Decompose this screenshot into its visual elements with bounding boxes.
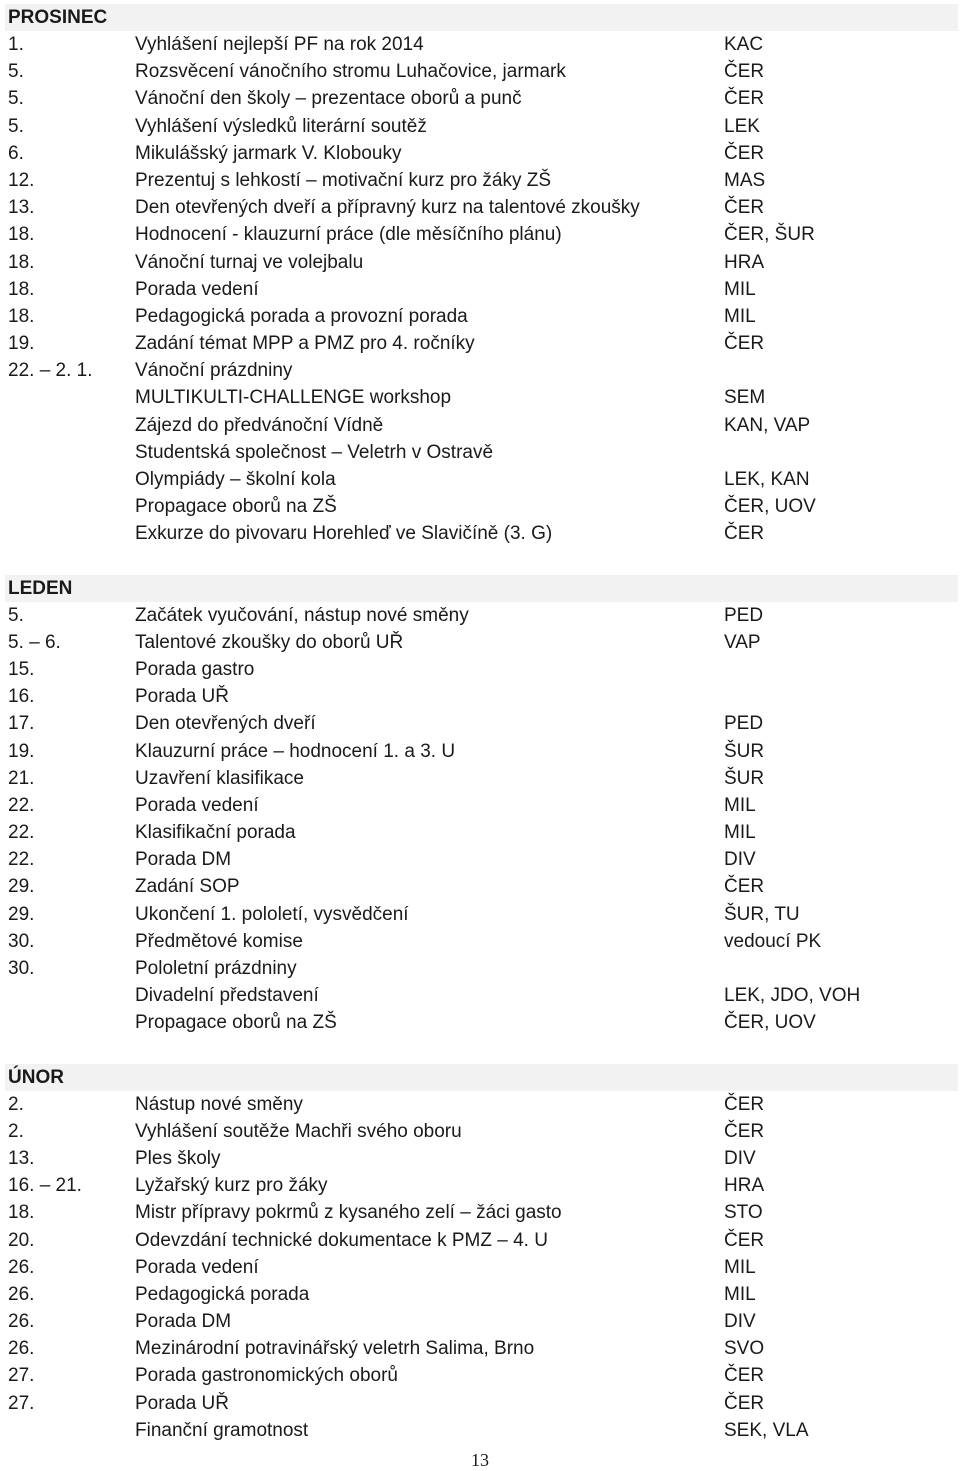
event-row bbox=[5, 928, 958, 955]
event-responsible: ČER, UOV bbox=[724, 1012, 816, 1034]
event-date: 16. – 21. bbox=[8, 1175, 82, 1197]
event-row bbox=[5, 792, 958, 819]
event-responsible: SVO bbox=[724, 1338, 765, 1360]
event-row bbox=[5, 58, 958, 85]
event-responsible: ŠUR bbox=[724, 767, 765, 789]
event-name: Vánoční turnaj ve volejbalu bbox=[135, 251, 364, 273]
event-row bbox=[5, 276, 958, 303]
event-date: 19. bbox=[8, 740, 35, 762]
event-name: Rozsvěcení vánočního stromu Luhačovice, jarmark bbox=[135, 61, 566, 83]
event-responsible: ČER, UOV bbox=[724, 496, 816, 518]
event-row bbox=[5, 738, 958, 765]
event-name: Klauzurní práce – hodnocení 1. a 3. U bbox=[135, 740, 456, 762]
event-date: 15. bbox=[8, 658, 35, 680]
event-name: Prezentuj s lehkostí – motivační kurz pro žáky ZŠ bbox=[135, 169, 552, 191]
event-name: Mezinárodní potravinářský veletrh Salima, Brno bbox=[135, 1338, 535, 1360]
event-date: 12. bbox=[8, 169, 35, 191]
event-responsible: ČER bbox=[724, 142, 765, 164]
event-row bbox=[5, 1009, 958, 1036]
event-date: 18. bbox=[8, 278, 35, 300]
event-name: Olympiády – školní kola bbox=[135, 469, 336, 490]
event-responsible: HRA bbox=[724, 251, 765, 273]
event-responsible: ČER bbox=[724, 197, 765, 219]
event-date: 6. bbox=[8, 142, 24, 164]
event-date: 18. bbox=[8, 305, 35, 327]
event-name: Porada DM bbox=[135, 849, 232, 871]
event-name: Finanční gramotnost bbox=[135, 1419, 309, 1441]
event-date: 18. bbox=[8, 1202, 35, 1224]
event-responsible: LEK bbox=[724, 115, 760, 137]
event-responsible: ČER, ŠUR bbox=[724, 224, 815, 246]
event-row bbox=[5, 873, 958, 900]
event-name: Porada vedení bbox=[135, 794, 259, 816]
event-date: 18. bbox=[8, 224, 35, 246]
event-row bbox=[5, 412, 958, 439]
event-row bbox=[5, 710, 958, 737]
event-name: Zadání témat MPP a PMZ pro 4. ročníky bbox=[135, 333, 475, 355]
event-name: Zadání SOP bbox=[135, 876, 240, 898]
event-name: Odevzdání technické dokumentace k PMZ – 4. U bbox=[135, 1229, 548, 1251]
event-row bbox=[5, 1091, 958, 1118]
event-row bbox=[5, 520, 958, 547]
event-row bbox=[5, 140, 958, 167]
event-name: Den otevřených dveří bbox=[135, 713, 316, 735]
event-responsible: MAS bbox=[724, 169, 766, 191]
event-name: Nástup nové směny bbox=[135, 1093, 303, 1115]
event-date: 29. bbox=[8, 876, 35, 898]
sections-container bbox=[5, 4, 958, 1444]
event-date: 26. bbox=[8, 1256, 35, 1278]
event-responsible: LEK, KAN bbox=[724, 469, 810, 490]
event-responsible: MIL bbox=[724, 305, 756, 327]
event-name: Vánoční prázdniny bbox=[135, 360, 293, 382]
event-responsible: LEK, JDO, VOH bbox=[724, 985, 861, 1007]
event-responsible: ČER bbox=[724, 876, 765, 898]
event-responsible: ČER bbox=[724, 1229, 765, 1251]
event-name: Porada vedení bbox=[135, 1256, 259, 1278]
event-name: Porada gastro bbox=[135, 658, 255, 680]
event-date: 13. bbox=[8, 197, 35, 219]
event-name: Mistr přípravy pokrmů z kysaného zelí – žáci gasto bbox=[135, 1202, 562, 1224]
event-row bbox=[5, 683, 958, 710]
event-responsible: MIL bbox=[724, 1256, 756, 1278]
event-name: Pedagogická porada a provozní porada bbox=[135, 305, 468, 327]
event-name: Uzavření klasifikace bbox=[135, 767, 304, 789]
event-date: 26. bbox=[8, 1338, 35, 1360]
event-row bbox=[5, 303, 958, 330]
event-responsible: SEM bbox=[724, 387, 766, 409]
month-header: ÚNOR bbox=[5, 1064, 958, 1091]
event-row bbox=[5, 384, 958, 411]
event-name: Lyžařský kurz pro žáky bbox=[135, 1175, 328, 1197]
event-row bbox=[5, 629, 958, 656]
event-date: 22. – 2. 1. bbox=[8, 360, 93, 382]
event-date: 1. bbox=[8, 34, 24, 55]
event-row bbox=[5, 602, 958, 629]
event-row bbox=[5, 493, 958, 520]
event-name: Porada UŘ bbox=[135, 686, 229, 708]
event-responsible: ČER bbox=[724, 333, 765, 355]
event-responsible: MIL bbox=[724, 278, 756, 300]
event-responsible: VAP bbox=[724, 631, 761, 653]
event-date: 27. bbox=[8, 1392, 35, 1414]
event-responsible: KAN, VAP bbox=[724, 414, 811, 436]
event-row bbox=[5, 901, 958, 928]
event-row bbox=[5, 357, 958, 384]
event-responsible: ČER bbox=[724, 1120, 765, 1142]
event-name: Den otevřených dveří a přípravný kurz na talentové zkoušky bbox=[135, 197, 640, 219]
event-name: Talentové zkoušky do oborů UŘ bbox=[135, 631, 404, 653]
event-row bbox=[5, 85, 958, 112]
event-date: 20. bbox=[8, 1229, 35, 1251]
event-date: 2. bbox=[8, 1093, 24, 1115]
event-responsible: DIV bbox=[724, 849, 756, 871]
event-date: 30. bbox=[8, 958, 35, 979]
event-date: 29. bbox=[8, 903, 35, 925]
event-responsible: ČER bbox=[724, 61, 765, 83]
event-row bbox=[5, 1172, 958, 1199]
event-name: Ukončení 1. pololetí, vysvědčení bbox=[135, 903, 409, 925]
event-responsible: HRA bbox=[724, 1175, 765, 1197]
event-responsible: PED bbox=[724, 713, 764, 735]
event-name: Začátek vyučování, nástup nové směny bbox=[135, 604, 469, 626]
event-date: 27. bbox=[8, 1365, 35, 1387]
event-row bbox=[5, 330, 958, 357]
event-name: Divadelní představení bbox=[135, 985, 319, 1007]
event-name: Hodnocení - klauzurní práce (dle měsíčního plánu) bbox=[135, 224, 562, 246]
event-row bbox=[5, 1335, 958, 1362]
calendar-document bbox=[5, 4, 958, 1444]
event-name: Studentská společnost – Veletrh v Ostravě bbox=[135, 441, 494, 463]
event-responsible: DIV bbox=[724, 1311, 756, 1333]
event-responsible: vedoucí PK bbox=[724, 930, 822, 952]
event-name: Vyhlášení nejlepší PF na rok 2014 bbox=[135, 34, 424, 55]
event-responsible: MIL bbox=[724, 1283, 756, 1305]
event-name: Pedagogická porada bbox=[135, 1283, 310, 1305]
event-responsible: DIV bbox=[724, 1147, 756, 1169]
event-name: Propagace oborů na ZŠ bbox=[135, 1012, 337, 1034]
month-header: PROSINEC bbox=[5, 4, 958, 31]
event-name: Porada gastronomických oborů bbox=[135, 1365, 398, 1387]
event-date: 5. bbox=[8, 88, 24, 110]
event-date: 21. bbox=[8, 767, 35, 789]
event-responsible: ČER bbox=[724, 523, 765, 545]
event-date: 2. bbox=[8, 1120, 24, 1142]
event-row bbox=[5, 1417, 958, 1444]
event-date: 22. bbox=[8, 794, 35, 816]
event-row bbox=[5, 955, 958, 982]
event-date: 17. bbox=[8, 713, 35, 735]
event-name: Porada vedení bbox=[135, 278, 259, 300]
event-row bbox=[5, 819, 958, 846]
month-header: LEDEN bbox=[5, 575, 958, 602]
event-name: Porada UŘ bbox=[135, 1392, 229, 1414]
event-responsible: ČER bbox=[724, 1392, 765, 1414]
event-row bbox=[5, 113, 958, 140]
event-responsible: SEK, VLA bbox=[724, 1419, 809, 1441]
event-name: Vyhlášení soutěže Machři svého oboru bbox=[135, 1120, 462, 1142]
event-name: Exkurze do pivovaru Horehleď ve Slavičíně (3. G) bbox=[135, 523, 553, 545]
event-responsible: MIL bbox=[724, 822, 756, 844]
event-date: 30. bbox=[8, 930, 35, 952]
event-row bbox=[5, 656, 958, 683]
event-row bbox=[5, 1308, 958, 1335]
event-responsible: MIL bbox=[724, 794, 756, 816]
event-row bbox=[5, 1227, 958, 1254]
event-row bbox=[5, 1199, 958, 1226]
event-name: Porada DM bbox=[135, 1311, 232, 1333]
event-row bbox=[5, 1281, 958, 1308]
event-name: Klasifikační porada bbox=[135, 822, 296, 844]
event-responsible: ČER bbox=[724, 1365, 765, 1387]
event-row bbox=[5, 167, 958, 194]
event-date: 26. bbox=[8, 1311, 35, 1333]
event-responsible: ŠUR bbox=[724, 740, 765, 762]
event-date: 5. – 6. bbox=[8, 631, 61, 653]
event-row bbox=[5, 765, 958, 792]
event-row bbox=[5, 1254, 958, 1281]
event-date: 19. bbox=[8, 333, 35, 355]
event-name: Zájezd do předvánoční Vídně bbox=[135, 414, 384, 436]
event-name: Propagace oborů na ZŠ bbox=[135, 496, 337, 518]
event-name: Vánoční den školy – prezentace oborů a punč bbox=[135, 88, 522, 110]
event-row bbox=[5, 982, 958, 1009]
event-date: 5. bbox=[8, 61, 24, 83]
event-responsible: ŠUR, TU bbox=[724, 903, 800, 925]
event-name: Předmětové komise bbox=[135, 930, 303, 952]
event-name: Mikulášský jarmark V. Klobouky bbox=[135, 142, 402, 164]
event-date: 26. bbox=[8, 1283, 35, 1305]
event-row bbox=[5, 1362, 958, 1389]
event-responsible: ČER bbox=[724, 88, 765, 110]
event-row bbox=[5, 846, 958, 873]
section-spacer bbox=[5, 1037, 958, 1064]
event-row bbox=[5, 221, 958, 248]
event-row bbox=[5, 1390, 958, 1417]
event-date: 22. bbox=[8, 822, 35, 844]
event-name: Vyhlášení výsledků literární soutěž bbox=[135, 115, 427, 137]
event-row bbox=[5, 1145, 958, 1172]
event-responsible: KAC bbox=[724, 34, 764, 55]
page-number: 13 bbox=[471, 1450, 489, 1470]
event-date: 13. bbox=[8, 1147, 35, 1169]
event-responsible: PED bbox=[724, 604, 764, 626]
event-row bbox=[5, 194, 958, 221]
event-name: Pololetní prázdniny bbox=[135, 958, 297, 979]
event-date: 5. bbox=[8, 604, 24, 626]
event-date: 22. bbox=[8, 849, 35, 871]
event-row bbox=[5, 466, 958, 493]
event-row bbox=[5, 439, 958, 466]
event-name: Ples školy bbox=[135, 1147, 221, 1169]
event-responsible: STO bbox=[724, 1202, 763, 1224]
event-date: 16. bbox=[8, 686, 35, 708]
event-row bbox=[5, 31, 958, 58]
event-date: 18. bbox=[8, 251, 35, 273]
event-name: MULTIKULTI-CHALLENGE workshop bbox=[135, 387, 452, 409]
event-row bbox=[5, 1118, 958, 1145]
section-spacer bbox=[5, 548, 958, 575]
event-date: 5. bbox=[8, 115, 24, 137]
event-responsible: ČER bbox=[724, 1093, 765, 1115]
event-row bbox=[5, 249, 958, 276]
